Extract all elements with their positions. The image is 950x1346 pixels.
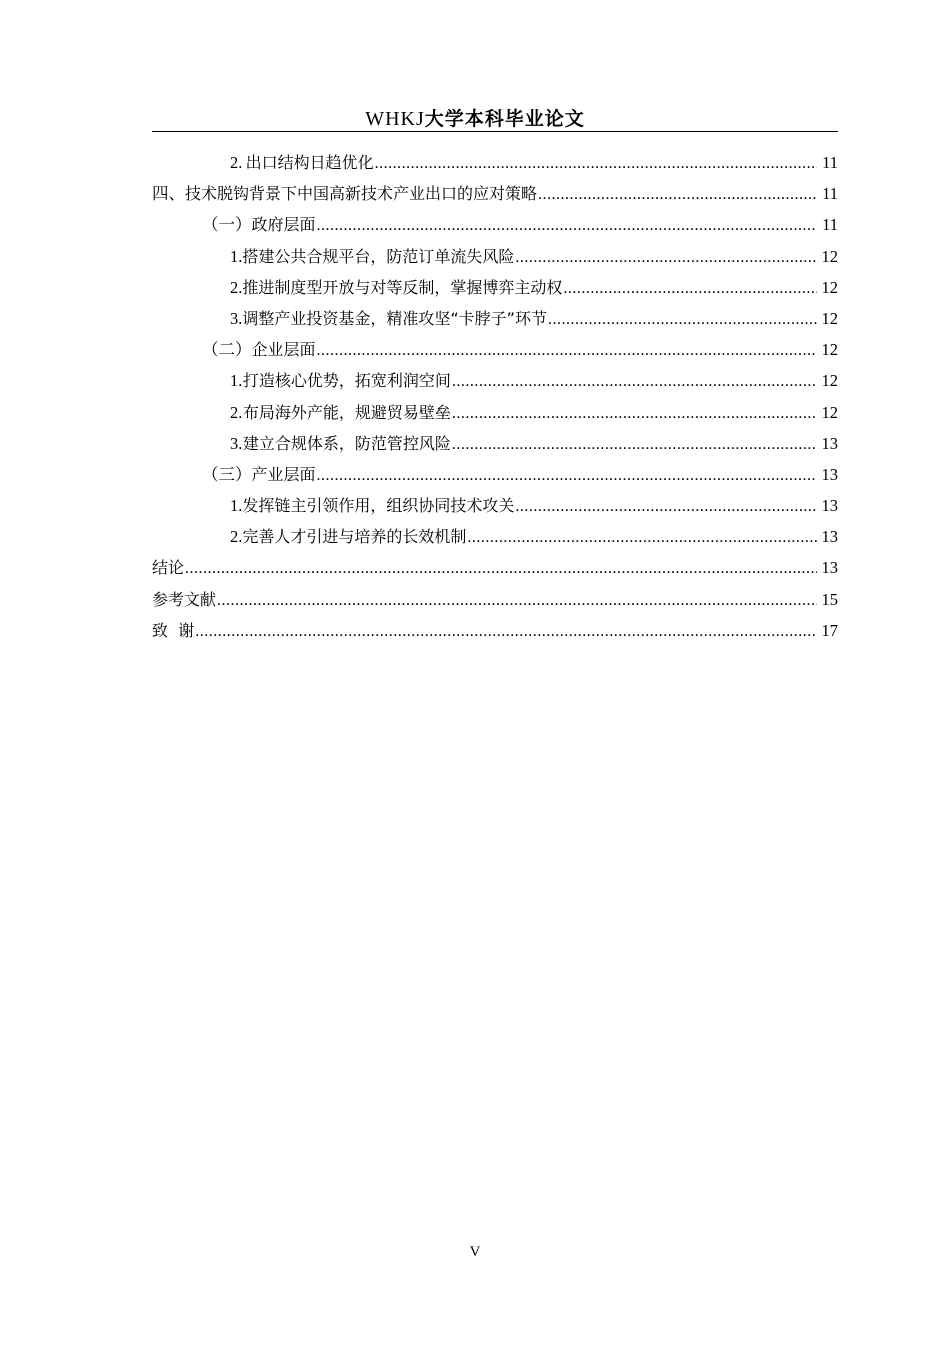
toc-entry-title: 产业层面 — [251, 464, 316, 484]
toc-entry[interactable] — [152, 397, 838, 428]
toc-entry[interactable] — [152, 615, 838, 646]
toc-entry[interactable] — [152, 490, 838, 521]
toc-entry-title: 出口结构日趋优化 — [245, 153, 374, 172]
dot-leader — [452, 429, 817, 460]
toc-entry-page: 13 — [821, 496, 838, 516]
toc-entry[interactable] — [152, 147, 838, 178]
toc-entry-page: 12 — [821, 246, 838, 266]
toc-entry-number: 2. — [230, 277, 243, 297]
toc-entry-title: 政府层面 — [251, 215, 316, 235]
toc-entry-title: 布局海外产能，规避贸易壁垒 — [242, 402, 451, 422]
toc-entry[interactable] — [152, 552, 838, 583]
dot-leader — [185, 553, 817, 584]
dot-leader — [452, 366, 817, 397]
toc-entry-title: 企业层面 — [251, 340, 316, 360]
toc-entry-page: 15 — [821, 589, 838, 609]
dot-leader — [452, 398, 817, 429]
toc-entry-number: 2. — [230, 527, 243, 547]
toc-entry-title: 参考文献 — [152, 589, 217, 609]
dot-leader — [375, 148, 817, 179]
toc-entry[interactable] — [152, 365, 838, 396]
dot-leader — [538, 179, 817, 210]
toc-entry-number: 四、 — [152, 184, 185, 204]
toc-entry-page: 12 — [821, 340, 838, 360]
toc-entry-page: 13 — [821, 558, 838, 578]
toc-entry[interactable] — [152, 272, 838, 303]
page-header — [0, 104, 950, 131]
toc-entry-number: 2. — [230, 153, 243, 172]
dot-leader — [317, 460, 817, 491]
toc-entry[interactable] — [152, 521, 838, 552]
dot-leader — [467, 522, 817, 553]
toc-entry-page: 12 — [821, 371, 838, 391]
toc-entry-page: 17 — [821, 620, 838, 640]
toc-entry[interactable] — [152, 459, 838, 490]
toc-entry-title: 建立合规体系，防范管控风险 — [242, 433, 451, 453]
toc-entry-page: 12 — [821, 308, 838, 328]
toc-entry[interactable] — [152, 209, 838, 240]
toc-entry-number: （一） — [202, 215, 252, 235]
toc-entry-page: 13 — [821, 464, 838, 484]
header-rule — [152, 131, 838, 132]
toc-entry-number: 3. — [230, 308, 243, 328]
dot-leader — [515, 242, 817, 273]
toc-entry-number: （三） — [202, 464, 252, 484]
toc-entry[interactable] — [152, 178, 838, 209]
toc-entry-title: 打造核心优势，拓宽利润空间 — [242, 371, 451, 391]
toc-entry-page: 11 — [822, 184, 838, 204]
toc-entry-number: （二） — [202, 340, 252, 360]
dot-leader — [515, 491, 817, 522]
toc-entry-number: 1. — [230, 496, 243, 516]
toc-entry-page: 13 — [821, 433, 838, 453]
toc-entry-title: 结论 — [152, 558, 185, 578]
dot-leader — [317, 210, 817, 241]
toc-entry-title: 调整产业投资基金，精准攻坚“卡脖子”环节 — [242, 308, 547, 328]
dot-leader — [317, 335, 817, 366]
toc-entry-title: 推进制度型开放与对等反制，掌握博弈主动权 — [242, 277, 563, 297]
toc-entry-page: 12 — [821, 277, 838, 297]
toc-entry-title: 致 谢 — [152, 620, 195, 640]
toc-entry-title: 技术脱钩背景下中国高新技术产业出口的应对策略 — [185, 184, 538, 204]
toc-entry[interactable] — [152, 584, 838, 615]
toc-entry-page: 11 — [822, 215, 838, 235]
toc-entry[interactable] — [152, 334, 838, 365]
toc-entry[interactable] — [152, 428, 838, 459]
toc-entry-number: 1. — [230, 246, 243, 266]
toc-entry-title: 完善人才引进与培养的长效机制 — [242, 527, 467, 547]
toc-entry-number: 2. — [230, 402, 243, 422]
dot-leader — [195, 616, 817, 647]
toc-entry-page: 13 — [821, 527, 838, 547]
header-title: 大学本科毕业论文 — [424, 108, 585, 130]
toc-entry-number: 3. — [230, 433, 243, 453]
toc-entry-title: 搭建公共合规平台，防范订单流失风险 — [242, 246, 515, 266]
dot-leader — [548, 304, 817, 335]
dot-leader — [217, 585, 817, 616]
header-latin: WHKJ — [365, 108, 425, 130]
toc-entry[interactable] — [152, 241, 838, 272]
toc-entry[interactable] — [152, 303, 838, 334]
toc-entry-number: 1. — [230, 371, 243, 391]
toc-entry-page: 11 — [822, 153, 838, 172]
toc-entry-page: 12 — [821, 402, 838, 422]
table-of-contents — [152, 147, 838, 646]
page-number: V — [469, 1244, 481, 1260]
dot-leader — [563, 273, 817, 304]
toc-entry-title: 发挥链主引领作用，组织协同技术攻关 — [242, 496, 515, 516]
